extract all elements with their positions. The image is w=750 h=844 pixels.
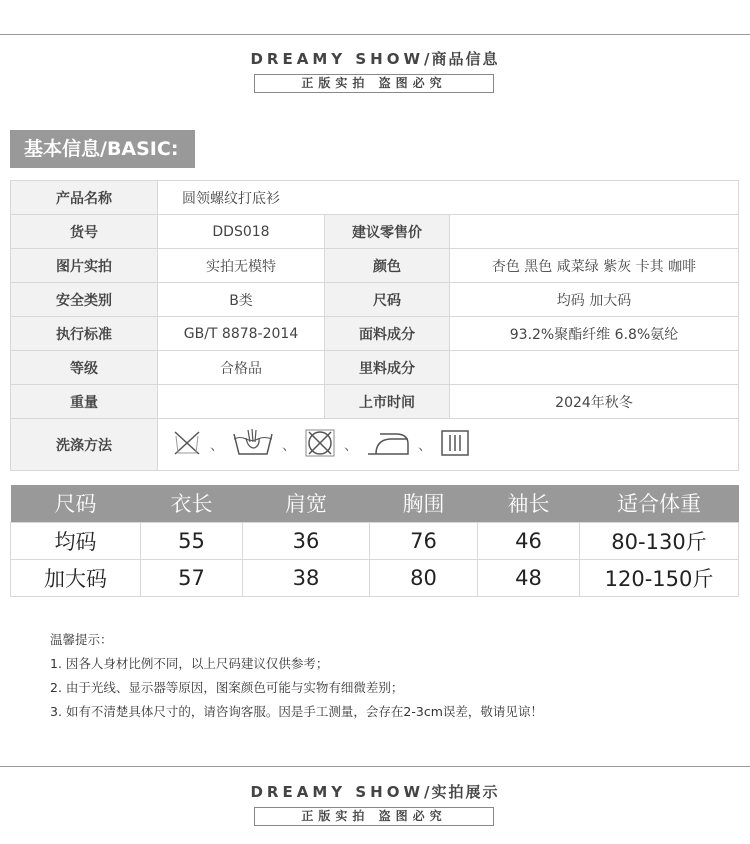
iron-icon: [366, 428, 410, 462]
info-key: 里料成分: [325, 351, 450, 385]
size-header: 尺码: [11, 485, 141, 522]
separator: 、: [282, 437, 296, 454]
tips-block: [50, 628, 543, 724]
size-cell: 均码: [11, 522, 141, 559]
info-value: [450, 215, 739, 249]
info-key: 产品名称: [11, 181, 158, 215]
size-header: 肩宽: [243, 485, 370, 522]
separator: 、: [418, 437, 432, 454]
info-value: B类: [158, 283, 325, 317]
brand-header-top: [0, 48, 750, 69]
tips-title: 温馨提示：: [50, 632, 113, 647]
brand-name: DREAMY SHOW: [250, 783, 425, 801]
separator: 、: [210, 437, 224, 454]
info-value: [450, 351, 739, 385]
size-header: 衣长: [141, 485, 243, 522]
size-cell: 48: [478, 559, 580, 596]
size-cell: 加大码: [11, 559, 141, 596]
size-cell: 46: [478, 522, 580, 559]
no-tumble-dry-icon: [304, 428, 336, 462]
info-value: 实拍无模特: [158, 249, 325, 283]
info-value: DDS018: [158, 215, 325, 249]
table-row: [11, 419, 739, 471]
size-cell: 38: [243, 559, 370, 596]
size-cell: 36: [243, 522, 370, 559]
size-header: 胸围: [370, 485, 478, 522]
product-info-table: [10, 180, 739, 471]
info-value: 均码 加大码: [450, 283, 739, 317]
info-key: 建议零售价: [325, 215, 450, 249]
tips-item: 1. 因各人身材比例不同，以上尺码建议仅供参考；: [50, 656, 329, 671]
line-dry-icon: [440, 428, 470, 462]
top-divider: [0, 34, 750, 35]
section-title: /商品信息: [424, 50, 500, 68]
table-row: [11, 385, 739, 419]
size-header: 袖长: [478, 485, 580, 522]
table-row: [11, 317, 739, 351]
info-value: [158, 385, 325, 419]
info-value: 93.2%聚酯纤维 6.8%氨纶: [450, 317, 739, 351]
table-row: [11, 559, 739, 596]
table-row: [11, 215, 739, 249]
size-cell: 76: [370, 522, 478, 559]
size-cell: 55: [141, 522, 243, 559]
bottom-divider: [0, 766, 750, 767]
info-key: 面料成分: [325, 317, 450, 351]
tips-item: 2. 由于光线、显示器等原因，图案颜色可能与实物有细微差别；: [50, 680, 404, 695]
info-key: 上市时间: [325, 385, 450, 419]
size-cell: 120-150斤: [580, 559, 739, 596]
info-key: 安全类别: [11, 283, 158, 317]
brand-subtitle-bottom: 正版实拍 盗图必究: [254, 807, 494, 826]
table-row: [11, 181, 739, 215]
info-key: 洗涤方法: [11, 419, 158, 471]
info-value: GB/T 8878-2014: [158, 317, 325, 351]
info-value: 杏色 黑色 咸菜绿 紫灰 卡其 咖啡: [450, 249, 739, 283]
info-value: 合格品: [158, 351, 325, 385]
brand-header-bottom: [0, 781, 750, 802]
section-title: /实拍展示: [424, 783, 500, 801]
no-wash-icon: [172, 428, 202, 462]
size-cell: 80: [370, 559, 478, 596]
size-header-row: [11, 485, 739, 522]
size-cell: 57: [141, 559, 243, 596]
info-key: 尺码: [325, 283, 450, 317]
info-key: 执行标准: [11, 317, 158, 351]
table-row: [11, 522, 739, 559]
brand-subtitle-top: 正版实拍 盗图必究: [254, 74, 494, 93]
wash-icons-cell: [158, 419, 739, 471]
tips-item: 3. 如有不清楚具体尺寸的，请咨询客服。因是手工测量，会存在2-3cm误差，敬请见谅！: [50, 704, 543, 719]
info-value: 2024年秋冬: [450, 385, 739, 419]
info-key: 颜色: [325, 249, 450, 283]
info-key: 等级: [11, 351, 158, 385]
size-cell: 80-130斤: [580, 522, 739, 559]
basic-info-label: 基本信息/BASIC:: [10, 130, 195, 168]
info-key: 重量: [11, 385, 158, 419]
separator: 、: [344, 437, 358, 454]
hand-wash-icon: [232, 428, 274, 462]
info-key: 货号: [11, 215, 158, 249]
info-key: 图片实拍: [11, 249, 158, 283]
size-header: 适合体重: [580, 485, 739, 522]
info-value: 圆领螺纹打底衫: [158, 181, 739, 215]
size-table: [10, 485, 739, 597]
table-row: [11, 283, 739, 317]
table-row: [11, 249, 739, 283]
table-row: [11, 351, 739, 385]
brand-name: DREAMY SHOW: [250, 50, 425, 68]
